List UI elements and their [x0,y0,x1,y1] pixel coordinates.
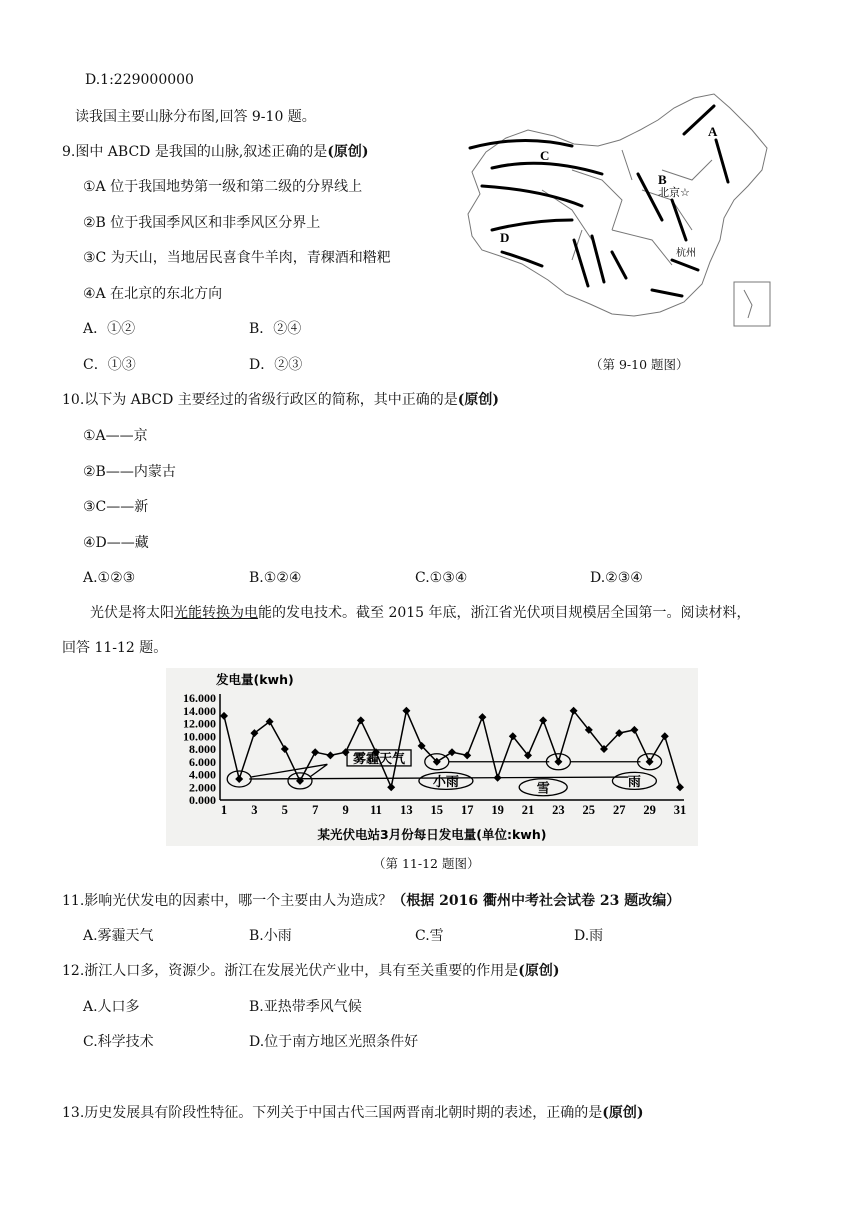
mountain-d [492,220,572,230]
x-tick-label: 17 [460,803,474,817]
q9-option-a: A．①② [83,321,136,337]
y-tick-label: 2.000 [189,780,216,795]
x-tick-label: 9 [342,803,349,817]
map-label-beijing: 北京☆ [658,186,690,199]
q11-option-a: A.雾霾天气 [83,928,154,944]
prev-option-d: D.1:229000000 [85,72,194,88]
material-underlined: 光能转换为电 [174,605,258,621]
x-tick-label: 19 [491,803,504,817]
x-tick-label: 3 [251,803,258,817]
q12-tag: (原创) [518,963,560,979]
material-part-2: 能的发电技术。截至 2015 年底，浙江省光伏项目规模居全国第一。阅读材料， [258,605,751,621]
chart-xlabel: 某光伏电站3月份每日发电量(单位:kwh) [317,827,547,842]
q11-tag: （根据 2016 衢州中考社会试卷 23 题改编） [392,893,681,909]
x-tick-label: 23 [552,803,565,817]
q10-option-b: B.①②④ [249,570,302,586]
x-tick-label: 5 [281,803,288,817]
x-tick-label: 25 [582,803,596,817]
annotation-label: 雪 [536,781,550,797]
mountain-c2 [492,163,602,174]
x-tick-label: 13 [400,803,413,817]
y-tick-label: 10.000 [183,729,216,744]
q12-stem-text: 12.浙江人口多，资源少。浙江在发展光伏产业中，具有至关重要的作用是 [62,963,519,979]
material-part-1: 光伏是将太阳 [90,605,174,621]
q10-stem [62,390,499,410]
y-tick-label: 8.000 [189,742,216,756]
power-generation-chart [166,668,698,846]
q9-stem [62,142,369,162]
q11-stem [62,891,680,911]
q11-option-d: D.雨 [574,928,604,944]
q13-tag: (原创) [602,1105,644,1121]
chart-caption: （第 11-12 题图） [373,856,480,871]
y-tick-label: 12.000 [183,716,216,731]
q10-option-d: D.②③④ [590,570,643,586]
intro-9-10: 读我国主要山脉分布图,回答 9-10 题。 [75,109,316,125]
y-tick-label: 6.000 [189,754,216,769]
q10-tag: (原创) [457,392,500,408]
map-label-a: A [708,124,718,139]
q11-stem-text: 11.影响光伏发电的因素中，哪一个主要由人为造成？ [62,893,393,909]
y-tick-label: 14.000 [183,703,216,718]
q10-statement-4: ④D——藏 [83,535,149,551]
y-tick-label: 0.000 [189,793,216,807]
q12-option-a: A.人口多 [83,999,140,1015]
material-line-2: 回答 11-12 题。 [62,640,168,656]
map-label-d: D [500,230,510,245]
china-outline [468,94,767,316]
x-tick-label: 7 [312,803,319,817]
x-tick-label: 29 [643,803,656,817]
y-tick-label: 4.000 [189,767,216,782]
q11-option-b: B.小雨 [249,928,292,944]
q9-stem-text: 9.图中 ABCD 是我国的山脉,叙述正确的是 [62,144,328,160]
x-tick-label: 15 [430,803,444,817]
map-label-b: B [658,172,667,187]
map-label-hangzhou: 杭州 [676,248,696,259]
q9-option-c: C．①③ [83,357,136,373]
q9-statement-4: ④A 在北京的东北方向 [83,286,223,302]
map-caption: （第 9-10 题图） [590,357,689,372]
annotation-label: 雨 [627,774,641,790]
q10-option-a: A.①②③ [83,570,136,586]
q12-option-c: C.科学技术 [83,1034,154,1050]
q11-option-c: C.雪 [415,928,444,944]
inset-box [734,282,770,326]
q12-stem [62,961,560,981]
q10-statement-3: ③C——新 [83,499,149,515]
q9-statement-1: ①A 位于我国地势第一级和第二级的分界线上 [83,179,363,195]
annotation-label: 小雨 [432,774,459,790]
x-tick-label: 21 [521,803,535,817]
china-mountain-map [462,90,780,336]
q9-statement-2: ②B 位于我国季风区和非季风区分界上 [83,215,321,231]
q12-option-d: D.位于南方地区光照条件好 [249,1034,419,1050]
x-tick-label: 31 [673,803,687,817]
chart-ylabel: 发电量(kwh) [216,672,294,687]
q9-option-b: B．②④ [249,321,302,337]
q13-stem [62,1103,644,1123]
q9-statement-3: ③C 为天山，当地居民喜食牛羊肉，青稞酒和糌粑 [83,250,391,266]
q9-tag: (原创) [327,144,369,160]
q10-statement-1: ①A——京 [83,428,148,444]
q13-stem-text: 13.历史发展具有阶段性特征。下列关于中国古代三国两晋南北朝时期的表述，正确的是 [62,1105,603,1121]
q10-stem-text: 10.以下为 ABCD 主要经过的省级行政区的简称，其中正确的是 [62,392,458,408]
x-tick-label: 11 [370,803,382,817]
x-tick-label: 27 [612,803,626,817]
annotation-label: 雾霾天气 [353,751,406,767]
x-tick-label: 1 [220,803,228,817]
material-line-1 [90,603,751,623]
map-label-c: C [540,148,550,163]
q9-option-d: D．②③ [249,357,303,373]
q10-statement-2: ②B——内蒙古 [83,464,176,480]
mountain-c [470,140,572,148]
q12-option-b: B.亚热带季风气候 [249,999,362,1015]
q10-option-c: C.①③④ [415,570,468,586]
y-tick-label: 16.000 [183,691,216,705]
